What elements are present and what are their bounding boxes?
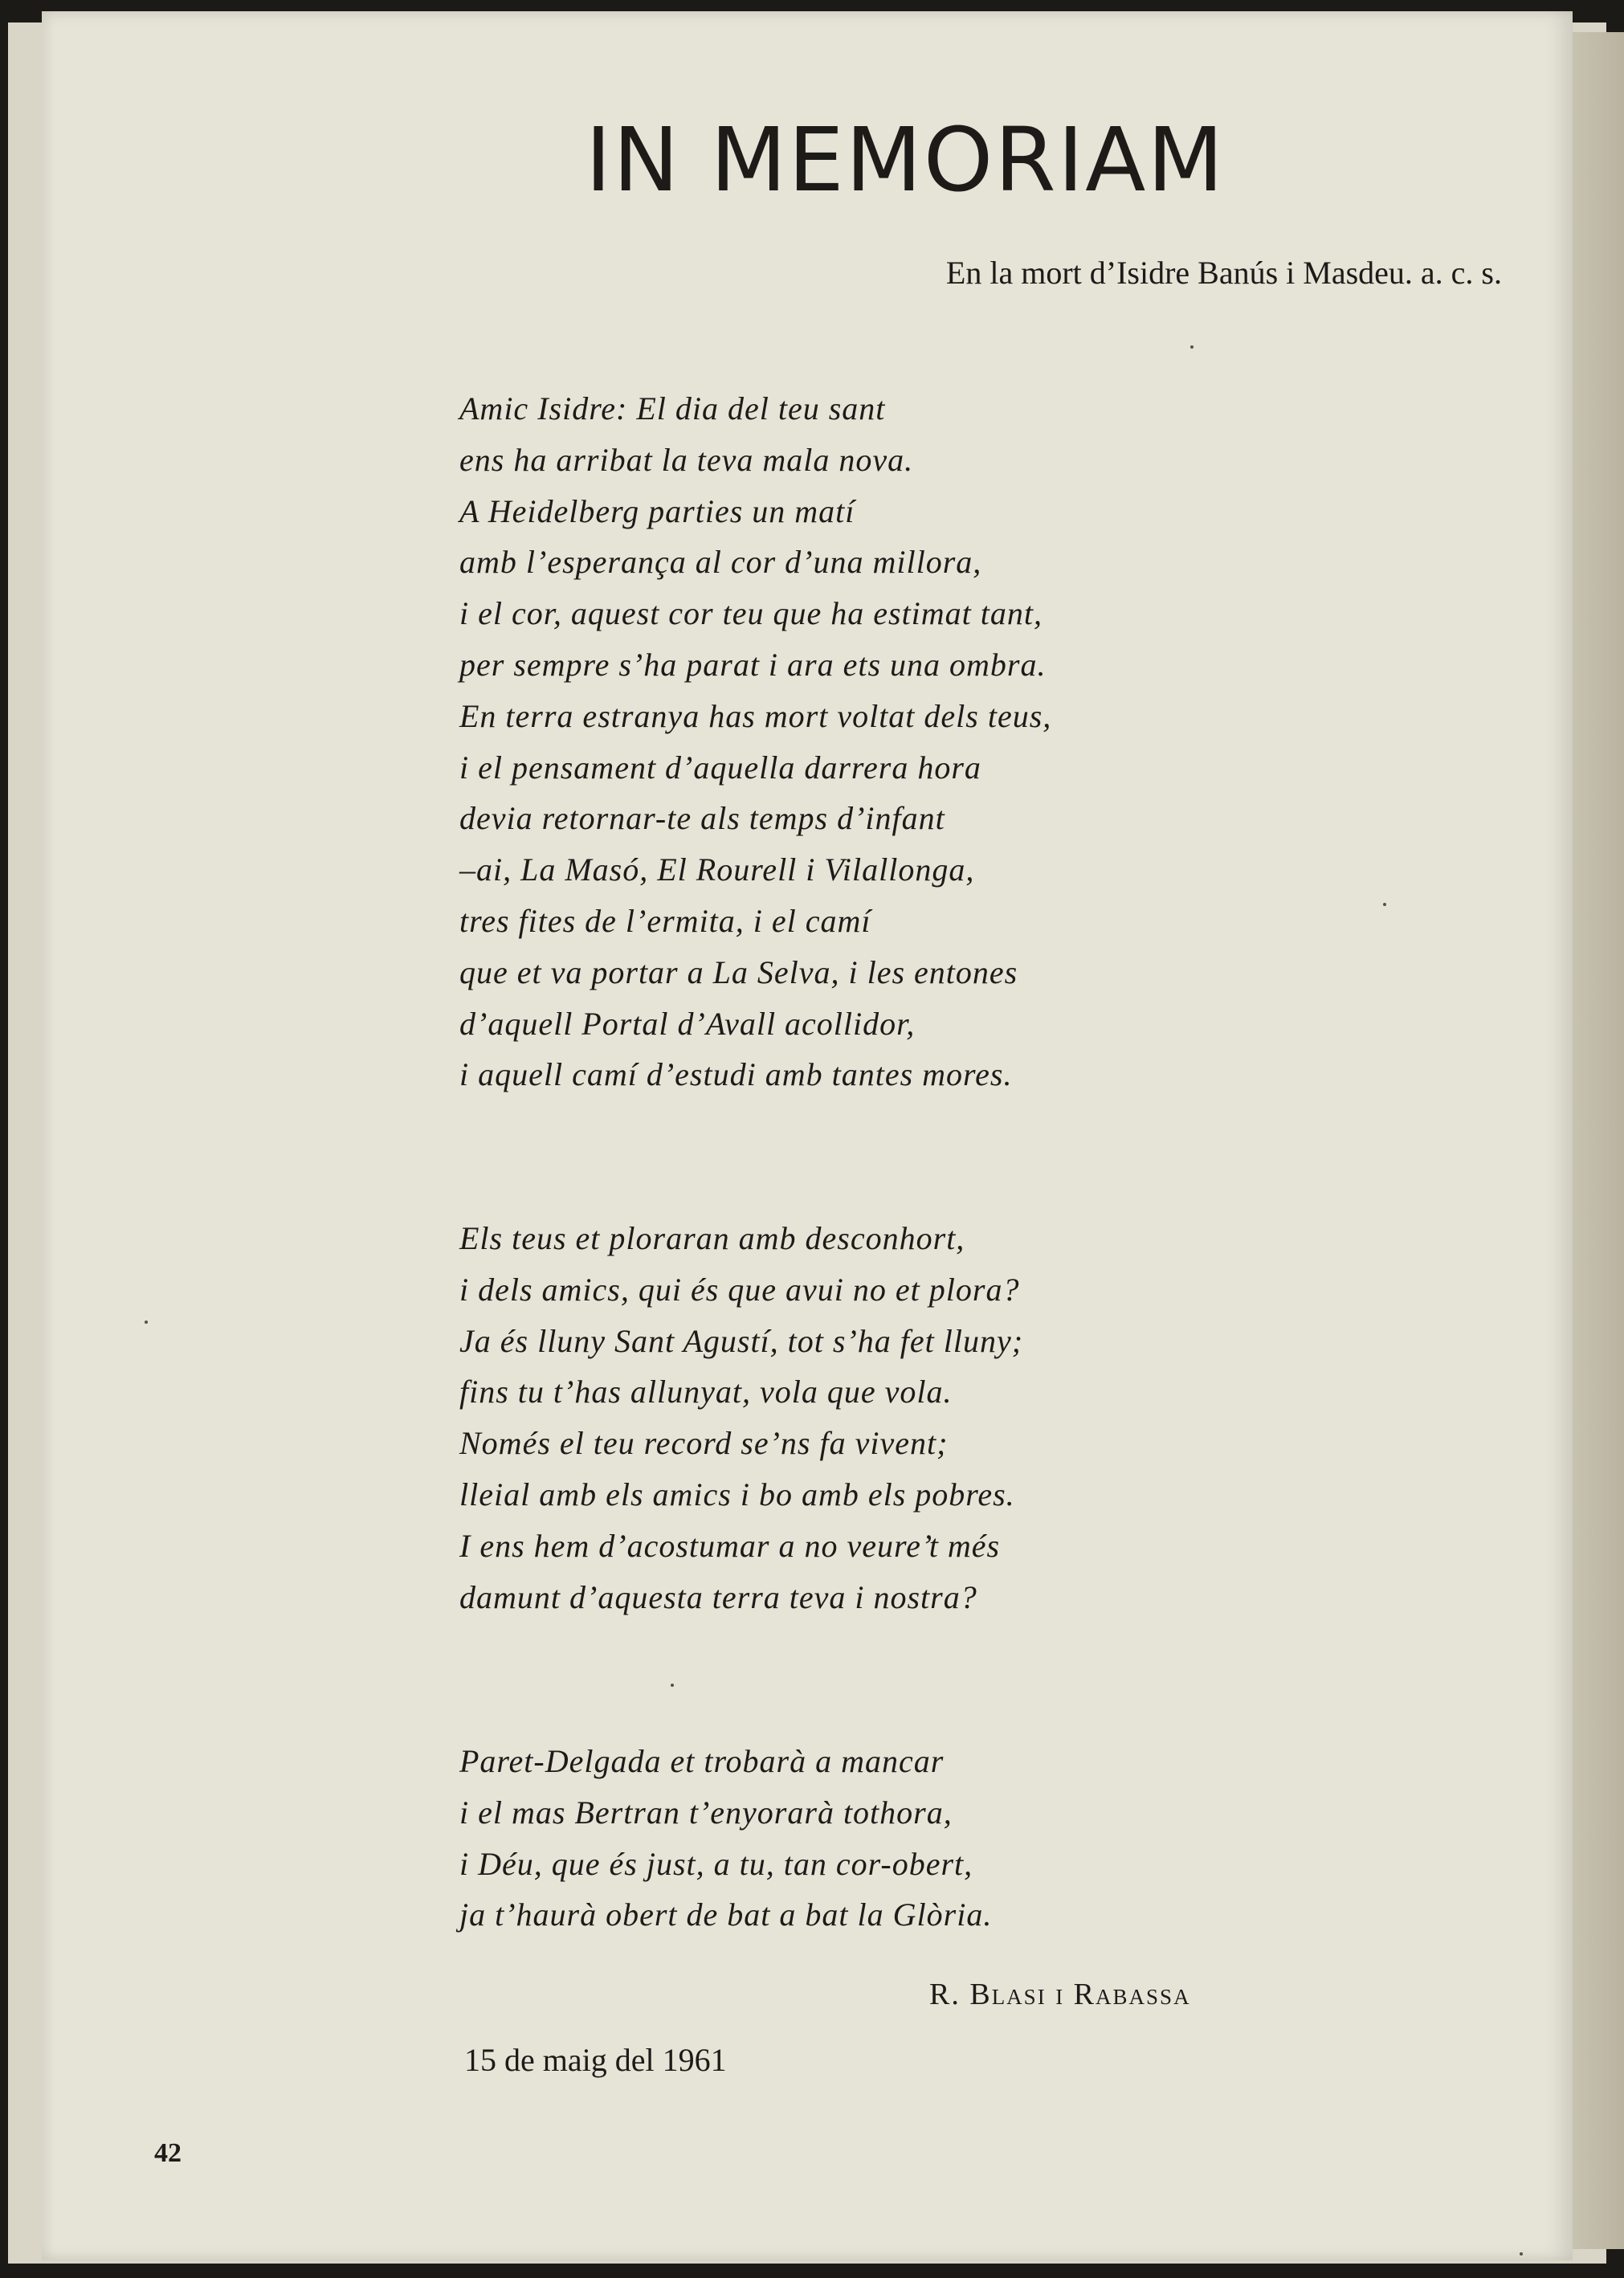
poem-line: Els teus et ploraran amb desconhort,: [459, 1220, 965, 1256]
poem-line: lleial amb els amics i bo amb els pobres.: [459, 1476, 1015, 1513]
poem-line: A Heidelberg parties un matí: [459, 492, 855, 529]
poem-line: i el cor, aquest cor teu que ha estimat tant,: [459, 595, 1043, 632]
poem-line: amb l’esperança al cor d’una millora,: [459, 544, 982, 581]
poem-date: 15 de maig del 1961: [464, 2042, 727, 2078]
poem-line: Amic Isidre: El dia del teu sant: [459, 390, 886, 427]
poem-line: fins tu t’has allunyat, vola que vola.: [459, 1374, 953, 1410]
poem-line: Paret-Delgada et trobarà a mancar: [459, 1743, 945, 1779]
poem-line: per sempre s’ha parat i ara ets una ombra.: [459, 646, 1047, 683]
stanza-2: [459, 1213, 1343, 1623]
poem-line: ens ha arribat la teva mala nova.: [459, 441, 914, 478]
poem-line: Ja és lluny Sant Agustí, tot s’ha fet lluny;: [459, 1322, 1024, 1359]
poem-line: Només el teu record se’ns fa vivent;: [459, 1425, 949, 1462]
poem-line: I ens hem d’acostumar a no veure’t més: [459, 1527, 1001, 1564]
next-page-edge: [1566, 32, 1624, 2249]
poem-line: i el pensament d’aquella darrera hora: [459, 749, 981, 786]
stanza-3: [459, 1736, 1343, 1941]
poem-line: d’aquell Portal d’Avall acollidor,: [459, 1005, 916, 1042]
poem-line: i Déu, que és just, a tu, tan cor-obert,: [459, 1845, 973, 1882]
page-number: 42: [154, 2138, 182, 2168]
dedication: En la mort d’Isidre Banús i Masdeu. a. c. s.: [945, 255, 1502, 291]
poem-line: i dels amics, qui és que avui no et plora?: [459, 1271, 1020, 1308]
poem-line: ja t’haurà obert de bat a bat la Glòria.: [459, 1896, 993, 1933]
page: [42, 11, 1573, 2260]
poem-line: –ai, La Masó, El Rourell i Vilallonga,: [459, 851, 975, 888]
poem-line: tres fites de l’ermita, i el camí: [459, 902, 871, 939]
poem-line: damunt d’aquesta terra teva i nostra?: [459, 1578, 977, 1615]
poem-line: i el mas Bertran t’enyorarà tothora,: [459, 1794, 953, 1831]
page-title: IN MEMORIAM: [585, 108, 1226, 211]
poem-line: En terra estranya has mort voltat dels teus,: [459, 697, 1052, 734]
poem-line: que et va portar a La Selva, i les entones: [459, 953, 1018, 990]
poem-line: i aquell camí d’estudi amb tantes mores.: [459, 1056, 1013, 1093]
stanza-1: [459, 383, 1343, 1100]
poem-line: devia retornar-te als temps d’infant: [459, 800, 945, 837]
author-signature: R. Blasi i Rabassa: [929, 1978, 1191, 2011]
